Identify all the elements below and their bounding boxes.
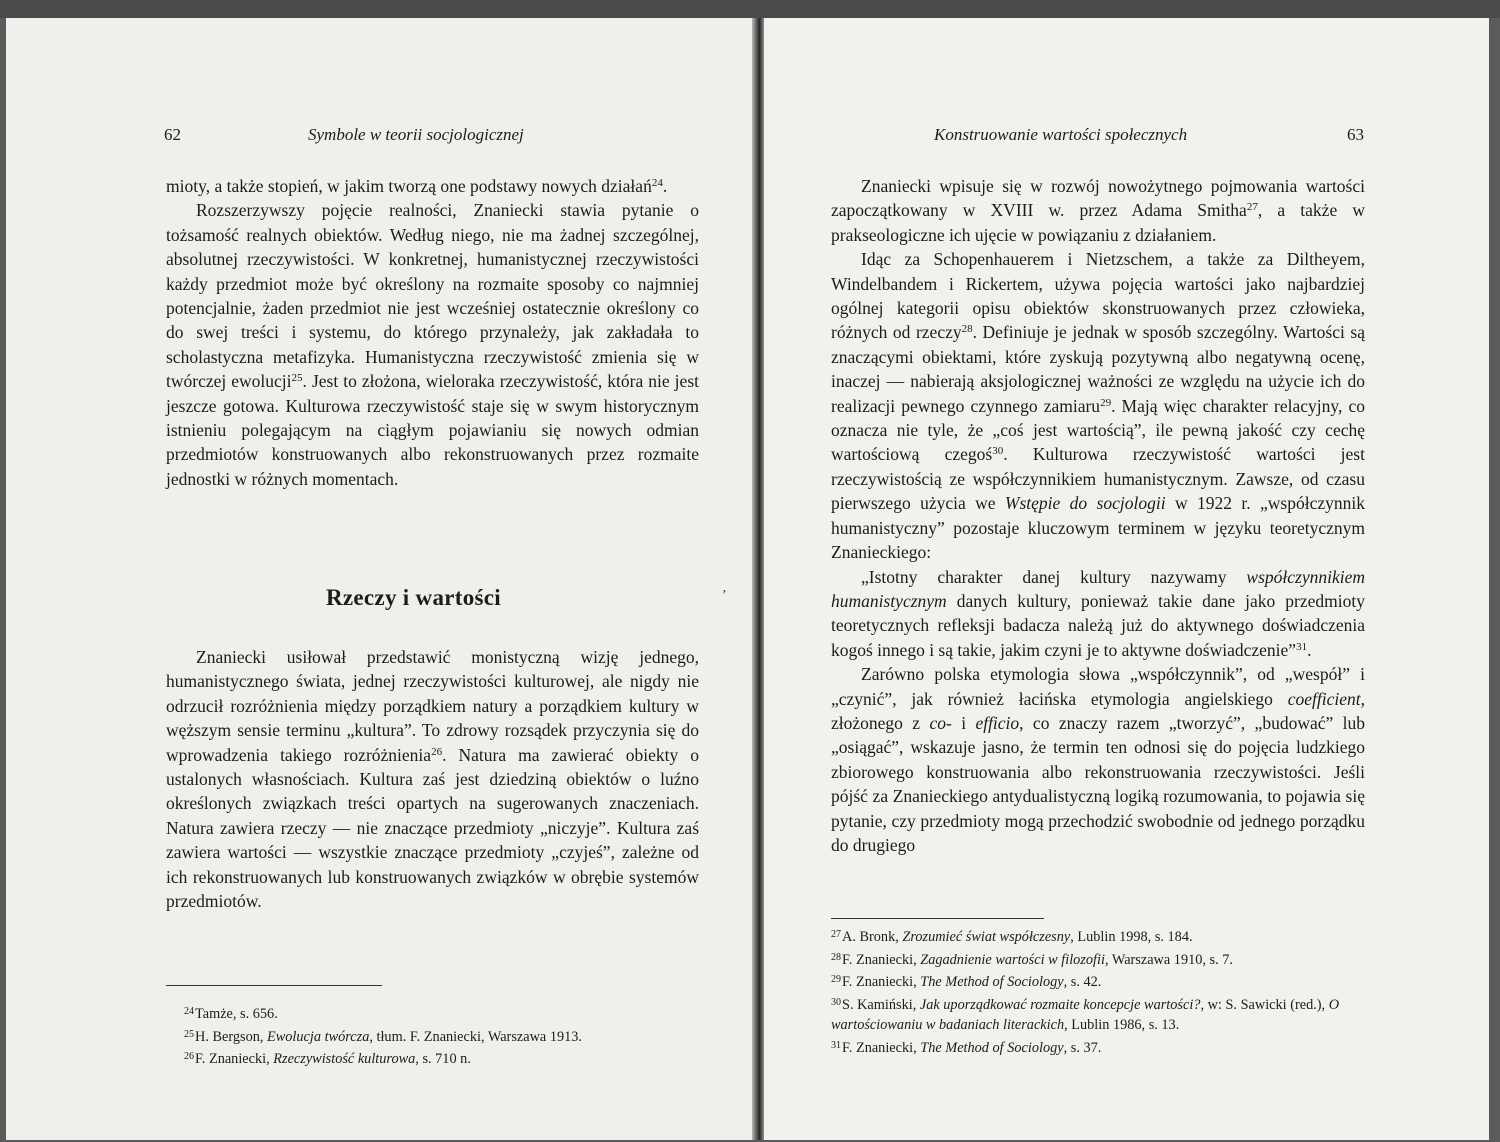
text-run: „Istotny charakter danej kultury nazywamy bbox=[861, 566, 1247, 587]
text-run: . Kulturowa rzeczywistość wartości jest rzeczywistością ze współczynnikiem humanistycznym. Zawsze, od czasu pierwszego użycia we bbox=[831, 444, 1365, 514]
right-footnote-rule bbox=[831, 918, 1044, 919]
italic-text: co- bbox=[929, 712, 952, 733]
text-run: F. Znaniecki, bbox=[842, 951, 921, 968]
text-run: , a także w prakseologiczne ich ujęcie w powiązaniu z działaniem. bbox=[831, 200, 1365, 245]
footnote bbox=[184, 1002, 699, 1025]
text-run: , co znaczy razem „tworzyć”, „budować” lub „osiągać”, wskazuje jasno, że termin ten odnosi się do pojęcia ludzkiego zbiorowego konstruowania albo rekonstruowania rzeczywistości. Jeśli pójść za Znanieckiego antydualistyczną logiką rozumowania, to pojawia się pytanie, czy przedmioty mogą przechodzić swobodnie od jednego porządku do drugiego bbox=[831, 712, 1365, 855]
text-run: , s. 710 n. bbox=[415, 1051, 471, 1068]
text-run: H. Bergson, bbox=[195, 1028, 268, 1045]
footnote-number: 27 bbox=[831, 929, 841, 940]
footnote bbox=[184, 1047, 699, 1070]
italic-text: współczynnikiem humanistycznym bbox=[831, 566, 1365, 611]
text-run: . Natura ma zawierać obiekty o ustalonych własnościach. Kultura zaś jest dziedziną obiektów o luźno określonych związkach treści opartych na sugerowanych znaczeniach. Natura zawiera rzeczy — nie znaczące przedmioty „niczyje”. Kultura zaś zawiera wartości — wszystkie znaczące przedmioty „czyjeś”, zależne od ich rekonstruowanych lub konstruowanych związków w obrębie systemów przedmiotów. bbox=[166, 744, 699, 912]
italic-text: O wartościowaniu w badaniach literackich bbox=[831, 996, 1340, 1034]
footnote-reference[interactable]: 26 bbox=[431, 745, 443, 758]
right-body-text bbox=[831, 174, 1365, 857]
text-run: danych kultury, ponieważ takie dane jako przedmioty teoretycznych refleksji badacza należą już do aktywnego doświadczenia kogoś innego i są takie, jakim czyni je to aktywne doświadczenie” bbox=[831, 590, 1365, 660]
footnote bbox=[831, 993, 1365, 1036]
footnote-reference[interactable]: 30 bbox=[992, 445, 1004, 458]
right-page-number: 63 bbox=[1347, 125, 1364, 144]
italic-text: Wstępie do socjologii bbox=[1004, 493, 1166, 514]
text-run: w 1922 r. „współczynnik humanistyczny” pozostaje kluczowym terminem w języku teoretycznym Znanieckiego: bbox=[831, 493, 1365, 563]
italic-text: Zagadnienie wartości w filozofii bbox=[920, 951, 1105, 968]
italic-text: Jak uporządkować rozmaite koncepcje wartości? bbox=[919, 996, 1201, 1013]
text-run: , tłum. F. Znaniecki, Warszawa 1913. bbox=[369, 1028, 582, 1045]
text-run: F. Znaniecki, bbox=[842, 974, 921, 991]
text-run: i bbox=[951, 712, 976, 733]
footnote bbox=[831, 970, 1365, 993]
footnote bbox=[831, 948, 1365, 971]
text-run: Idąc za Schopenhauerem i Nietzschem, a także za Diltheyem, Windelbandem i Rickertem, używa pojęcia wartości jako najbardziej ogólnej kategorii opisu obiektów skonstruowanych przez człowieka, różnych od rzeczy bbox=[831, 249, 1365, 343]
footnote-reference[interactable]: 25 bbox=[291, 372, 303, 385]
footnote-reference[interactable]: 24 bbox=[651, 177, 663, 189]
text-run: Rozszerzywszy pojęcie realności, Znaniecki stawia pytanie o tożsamość realnych obiektów. Według niego, nie ma żadnej szczególnej, absolutnej rzeczywistości. W konkretnej, humanistycznej rzeczywistości każdy przedmiot może być określony na rozmaite sposoby co najmniej potencjalnie, żaden przedmiot nie jest wcześniej ostatecznie określony co do swej treści i systemu, do którego przynależy, jak zakładała to scholastyczna metafizyka. Humanistyczna rzeczywistość zmienia się w twórczej ewolucji bbox=[166, 200, 699, 392]
text-run: Znaniecki wpisuje się w rozwój nowożytnego pojmowania wartości zapoczątkowany w XVIII w. przez Adama Smitha bbox=[831, 176, 1365, 221]
text-run: . Definiuje je jednak w sposób szczególny. Wartości są znaczącymi obiektami, które zyskują pozytywną albo negatywną ocenę, inaczej — nabierają aksjologicznej ważności ze względu na użycie ich do realizacji pewnego czynnego zamiaru bbox=[831, 322, 1365, 416]
footnote bbox=[184, 1025, 699, 1048]
right-page bbox=[764, 18, 1489, 1140]
footnote-reference[interactable]: 27 bbox=[1246, 201, 1258, 214]
text-run: , złożonego z bbox=[831, 688, 1365, 733]
text-run: , Warszawa 1910, s. 7. bbox=[1104, 951, 1233, 968]
text-run: , s. 42. bbox=[1063, 974, 1102, 991]
paragraph bbox=[831, 247, 1365, 564]
text-run: Znaniecki usiłował przedstawić monistyczną wizję jednego, humanistycznego świata, jednej rzeczywistości kulturowej, ale nigdy nie odrzucił rozróżnienia między porządkiem natury a porządkiem kultury w węższym sensie terminu „kultura”. To zdrowy rozsądek przyczynia się do wprowadzenia takiego rozróżnienia bbox=[166, 647, 699, 765]
left-footnotes bbox=[184, 1002, 699, 1070]
text-run: . bbox=[662, 176, 668, 196]
text-run: , s. 37. bbox=[1063, 1039, 1102, 1056]
paragraph bbox=[166, 645, 699, 913]
text-run: mioty, a także stopień, w jakim tworzą one podstawy nowych działań bbox=[166, 176, 652, 196]
italic-text: Rzeczywistość kulturowa bbox=[273, 1051, 416, 1068]
text-run: . Jest to złożona, wieloraka rzeczywistość, która nie jest jeszcze gotowa. Kulturowa rzeczywistość staje się w swym historycznym istnieniu polegającym na ciągłym pojawianiu się nowych odmian przedmiotów konstruowanych albo rekonstruowanych przez rozmaite jednostki w różnych momentach. bbox=[166, 371, 699, 489]
section-heading: Rzeczy i wartości bbox=[326, 585, 501, 610]
italic-text: efficio bbox=[975, 712, 1020, 733]
footnote bbox=[831, 925, 1365, 948]
text-run: , Lublin 1998, s. 184. bbox=[1070, 929, 1193, 945]
footnote-reference[interactable]: 28 bbox=[961, 323, 973, 336]
text-run: . Mają więc charakter relacyjny, co oznacza nie tyle, że „coś jest wartością”, ile pewną jakość czy cechę wartościową czegoś bbox=[831, 395, 1365, 465]
text-run: Tamże, s. 656. bbox=[195, 1006, 278, 1022]
text-run: A. Bronk, bbox=[842, 929, 903, 945]
text-run: Zarówno polska etymologia słowa „współczynnik”, od „wespół” i „czynić”, jak również łacińska etymologia angielskiego bbox=[831, 664, 1365, 709]
footnote-number: 29 bbox=[831, 974, 841, 986]
left-section-text bbox=[166, 645, 699, 913]
italic-text: The Method of Sociology bbox=[920, 1039, 1064, 1056]
right-running-title: Konstruowanie wartości społecznych bbox=[934, 125, 1188, 144]
left-footnote-rule bbox=[166, 985, 382, 986]
paragraph bbox=[166, 198, 699, 491]
paragraph bbox=[166, 174, 699, 198]
footnote-number: 26 bbox=[184, 1051, 194, 1063]
right-footnotes bbox=[831, 925, 1365, 1059]
footnote bbox=[831, 1036, 1365, 1059]
text-run: F. Znaniecki, bbox=[195, 1051, 274, 1068]
text-run: , w: S. Sawicki (red.), bbox=[1200, 996, 1329, 1013]
footnote-reference[interactable]: 31 bbox=[1296, 640, 1308, 653]
footnote-number: 31 bbox=[831, 1039, 841, 1051]
footnote-number: 30 bbox=[831, 996, 841, 1008]
footnote-number: 24 bbox=[184, 1006, 194, 1017]
paragraph bbox=[831, 174, 1365, 247]
left-body-text bbox=[166, 174, 699, 491]
italic-text: coefficient bbox=[1287, 688, 1361, 709]
stray-mark: ’ bbox=[722, 588, 727, 603]
scan-background-top bbox=[0, 0, 1500, 18]
italic-text: Ewolucja twórcza bbox=[267, 1028, 370, 1045]
left-page bbox=[6, 18, 758, 1140]
text-run: S. Kamiński, bbox=[842, 996, 920, 1013]
text-run: , Lublin 1986, s. 13. bbox=[1064, 1017, 1180, 1034]
footnote-number: 28 bbox=[831, 951, 841, 963]
italic-text: The Method of Sociology bbox=[920, 974, 1064, 991]
left-running-title: Symbole w teorii socjologicznej bbox=[308, 125, 524, 144]
text-run: F. Znaniecki, bbox=[842, 1039, 921, 1056]
footnote-number: 25 bbox=[184, 1028, 194, 1040]
italic-text: Zrozumieć świat współczesny bbox=[902, 929, 1071, 945]
footnote-reference[interactable]: 29 bbox=[1100, 396, 1112, 409]
left-page-number: 62 bbox=[164, 125, 181, 144]
paragraph bbox=[831, 565, 1365, 663]
paragraph bbox=[831, 662, 1365, 857]
text-run: . bbox=[1307, 639, 1312, 660]
